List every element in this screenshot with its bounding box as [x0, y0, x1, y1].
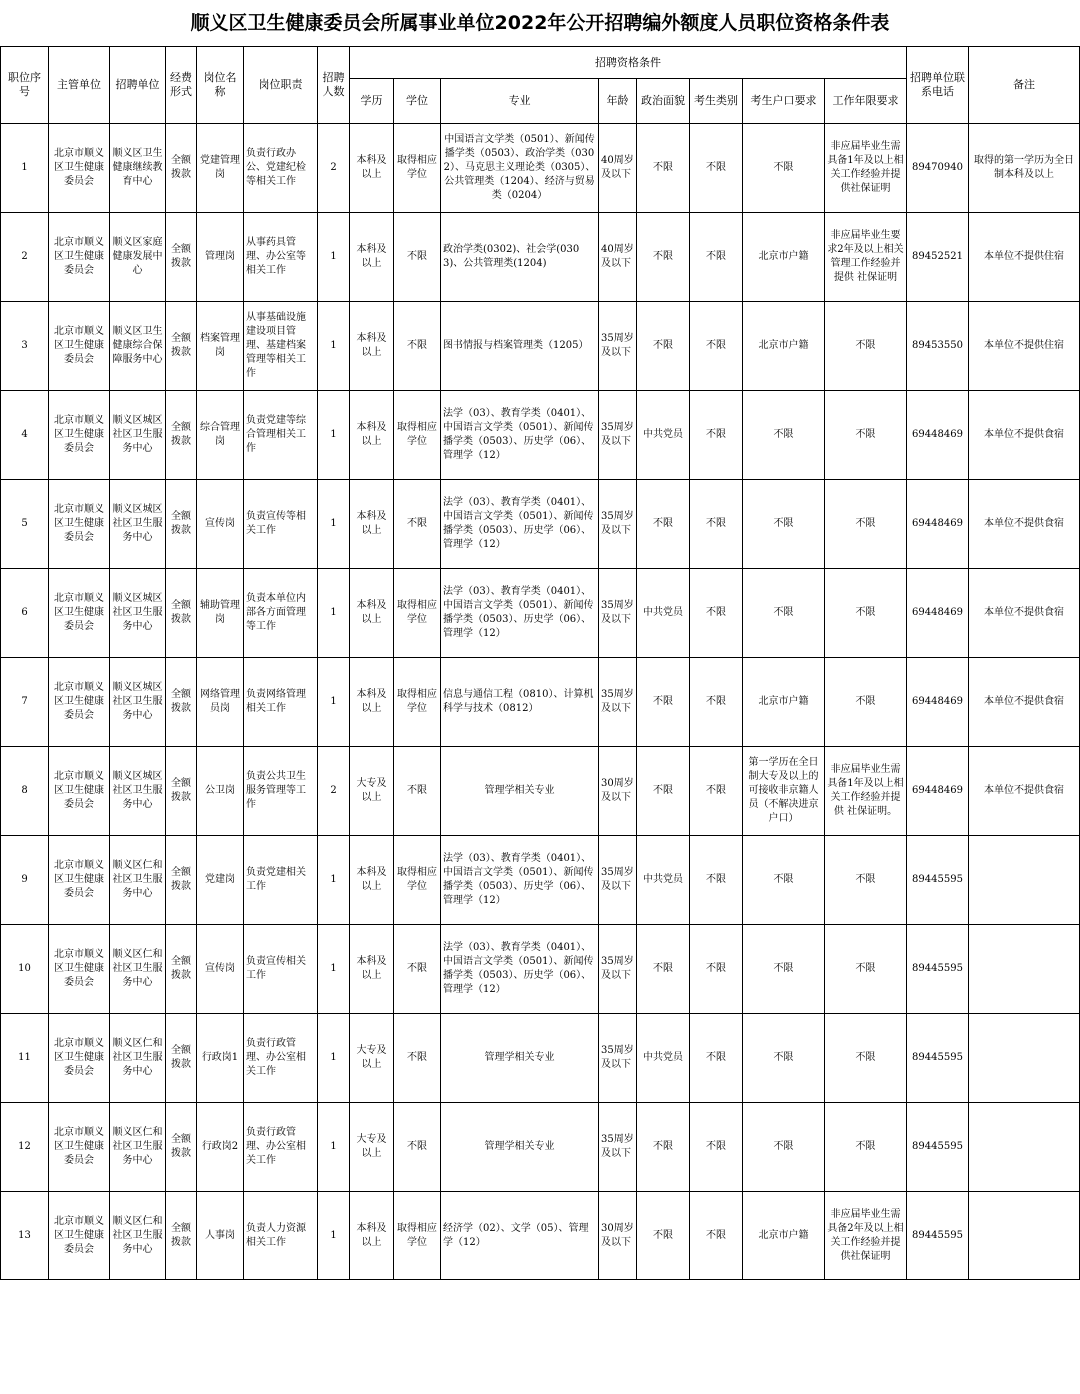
- cell-phone: 89453550: [907, 302, 969, 391]
- cell-experience: 非应届毕业生要求2年及以上相关管理工作经验并提供 社保证明: [825, 213, 907, 302]
- cell-major: 管理学相关专业: [441, 747, 599, 836]
- cell-seq: 4: [1, 391, 49, 480]
- col-header-duty: 岗位职责: [244, 47, 318, 124]
- cell-phone: 69448469: [907, 747, 969, 836]
- cell-education: 本科及以上: [350, 836, 394, 925]
- cell-age: 35周岁及以下: [599, 391, 637, 480]
- cell-candidate-type: 不限: [690, 836, 743, 925]
- cell-political: 不限: [637, 1192, 690, 1280]
- cell-age: 35周岁及以下: [599, 836, 637, 925]
- cell-experience: 不限: [825, 480, 907, 569]
- cell-count: 1: [318, 1192, 350, 1280]
- table-row: [1, 658, 1080, 747]
- cell-major: 管理学相关专业: [441, 1103, 599, 1192]
- cell-dept: 北京市顺义区卫生健康委员会: [49, 124, 110, 213]
- page-title: 顺义区卫生健康委员会所属事业单位2022年公开招聘编外额度人员职位资格条件表: [190, 12, 890, 34]
- cell-degree: 不限: [394, 1014, 441, 1103]
- cell-count: 2: [318, 124, 350, 213]
- cell-count: 1: [318, 836, 350, 925]
- cell-age: 35周岁及以下: [599, 1014, 637, 1103]
- cell-remark: 本单位不提供住宿: [969, 213, 1080, 302]
- cell-unit: 顺义区城区社区卫生服务中心: [110, 747, 166, 836]
- cell-hukou: 不限: [743, 925, 825, 1014]
- cell-unit: 顺义区城区社区卫生服务中心: [110, 480, 166, 569]
- cell-funding: 全额拨款: [166, 1014, 197, 1103]
- cell-remark: 本单位不提供食宿: [969, 480, 1080, 569]
- cell-seq: 3: [1, 302, 49, 391]
- cell-experience: 不限: [825, 1103, 907, 1192]
- cell-post: 宣传岗: [197, 480, 244, 569]
- col-header-conditions: 招聘资格条件: [350, 47, 907, 79]
- cell-duty: 负责行政办公、党建纪检等相关工作: [244, 124, 318, 213]
- cell-unit: 顺义区仁和社区卫生服务中心: [110, 1192, 166, 1280]
- cell-duty: 负责网络管理相关工作: [244, 658, 318, 747]
- cell-count: 1: [318, 569, 350, 658]
- cell-dept: 北京市顺义区卫生健康委员会: [49, 1103, 110, 1192]
- cell-major: 信息与通信工程（0810）、计算机科学与技术（0812）: [441, 658, 599, 747]
- cell-age: 30周岁及以下: [599, 1192, 637, 1280]
- cell-experience: 不限: [825, 569, 907, 658]
- cell-post: 人事岗: [197, 1192, 244, 1280]
- cell-phone: 89445595: [907, 836, 969, 925]
- cell-hukou: 北京市户籍: [743, 658, 825, 747]
- col-header-count: 招聘人数: [318, 47, 350, 124]
- cell-unit: 顺义区卫生健康综合保障服务中心: [110, 302, 166, 391]
- cell-dept: 北京市顺义区卫生健康委员会: [49, 836, 110, 925]
- col-header-unit: 招聘单位: [110, 47, 166, 124]
- cell-funding: 全额拨款: [166, 124, 197, 213]
- cell-major: 法学（03）、教育学类（0401）、中国语言文学类（0501）、新闻传播学类（0503）、历史学（06）、管理学（12）: [441, 925, 599, 1014]
- cell-post: 管理岗: [197, 213, 244, 302]
- cell-count: 1: [318, 925, 350, 1014]
- cell-funding: 全额拨款: [166, 1103, 197, 1192]
- cell-seq: 9: [1, 836, 49, 925]
- col-header-dept: 主管单位: [49, 47, 110, 124]
- cell-post: 党建岗: [197, 836, 244, 925]
- cell-seq: 1: [1, 124, 49, 213]
- cell-funding: 全额拨款: [166, 747, 197, 836]
- cell-duty: 负责宣传等相关工作: [244, 480, 318, 569]
- cell-political: 中共党员: [637, 836, 690, 925]
- cell-candidate-type: 不限: [690, 925, 743, 1014]
- cell-major: 图书情报与档案管理类（1205）: [441, 302, 599, 391]
- table-row: [1, 213, 1080, 302]
- table-row: [1, 925, 1080, 1014]
- table-row: [1, 124, 1080, 213]
- cell-count: 1: [318, 391, 350, 480]
- cell-candidate-type: 不限: [690, 302, 743, 391]
- cell-major: 法学（03）、教育学类（0401）、中国语言文学类（0501）、新闻传播学类（0503）、历史学（06）、管理学（12）: [441, 480, 599, 569]
- col-header-experience: 工作年限要求: [825, 79, 907, 124]
- cell-hukou: 不限: [743, 124, 825, 213]
- cell-unit: 顺义区城区社区卫生服务中心: [110, 658, 166, 747]
- cell-post: 辅助管理岗: [197, 569, 244, 658]
- table-row: [1, 747, 1080, 836]
- cell-remark: 本单位不提供食宿: [969, 569, 1080, 658]
- cell-education: 本科及以上: [350, 925, 394, 1014]
- col-header-seq: 职位序号: [1, 47, 49, 124]
- cell-major: 法学（03）、教育学类（0401）、中国语言文学类（0501）、新闻传播学类（0503）、历史学（06）、管理学（12）: [441, 569, 599, 658]
- cell-candidate-type: 不限: [690, 124, 743, 213]
- col-header-hukou: 考生户口要求: [743, 79, 825, 124]
- col-header-candidate-type: 考生类别: [690, 79, 743, 124]
- cell-funding: 全额拨款: [166, 480, 197, 569]
- cell-experience: 不限: [825, 1014, 907, 1103]
- table-row: [1, 569, 1080, 658]
- cell-education: 大专及以上: [350, 1103, 394, 1192]
- cell-remark: 本单位不提供食宿: [969, 747, 1080, 836]
- cell-post: 综合管理岗: [197, 391, 244, 480]
- cell-hukou: 北京市户籍: [743, 213, 825, 302]
- cell-age: 35周岁及以下: [599, 1103, 637, 1192]
- cell-education: 本科及以上: [350, 302, 394, 391]
- cell-seq: 12: [1, 1103, 49, 1192]
- cell-major: 政治学类(0302)、社会学(0303)、公共管理类(1204): [441, 213, 599, 302]
- cell-education: 本科及以上: [350, 213, 394, 302]
- cell-political: 中共党员: [637, 1014, 690, 1103]
- col-header-major: 专业: [441, 79, 599, 124]
- cell-candidate-type: 不限: [690, 569, 743, 658]
- cell-major: 管理学相关专业: [441, 1014, 599, 1103]
- cell-experience: 不限: [825, 658, 907, 747]
- cell-education: 本科及以上: [350, 124, 394, 213]
- cell-candidate-type: 不限: [690, 213, 743, 302]
- cell-dept: 北京市顺义区卫生健康委员会: [49, 747, 110, 836]
- cell-post: 公卫岗: [197, 747, 244, 836]
- cell-count: 1: [318, 1103, 350, 1192]
- cell-funding: 全额拨款: [166, 302, 197, 391]
- cell-political: 中共党员: [637, 391, 690, 480]
- cell-funding: 全额拨款: [166, 1192, 197, 1280]
- cell-phone: 89445595: [907, 1103, 969, 1192]
- cell-phone: 89445595: [907, 925, 969, 1014]
- cell-hukou: 北京市户籍: [743, 1192, 825, 1280]
- cell-education: 大专及以上: [350, 1014, 394, 1103]
- cell-experience: 不限: [825, 391, 907, 480]
- cell-candidate-type: 不限: [690, 480, 743, 569]
- table-row: [1, 391, 1080, 480]
- cell-remark: [969, 1103, 1080, 1192]
- cell-major: 中国语言文学类（0501）、新闻传播学类（0503）、政治学类（0302）、马克思主义理论类（0305）、公共管理类（1204）、经济与贸易类（0204）: [441, 124, 599, 213]
- cell-candidate-type: 不限: [690, 1192, 743, 1280]
- cell-hukou: 不限: [743, 836, 825, 925]
- cell-experience: 非应届毕业生需具备1年及以上相关工作经验并提供社保证明: [825, 124, 907, 213]
- cell-degree: 不限: [394, 213, 441, 302]
- cell-education: 本科及以上: [350, 1192, 394, 1280]
- table-row: [1, 480, 1080, 569]
- cell-seq: 2: [1, 213, 49, 302]
- cell-experience: 非应届毕业生需具备2年及以上相关工作经验并提供社保证明: [825, 1192, 907, 1280]
- cell-major: 法学（03）、教育学类（0401）、中国语言文学类（0501）、新闻传播学类（0503）、历史学（06）、管理学（12）: [441, 391, 599, 480]
- cell-seq: 8: [1, 747, 49, 836]
- cell-dept: 北京市顺义区卫生健康委员会: [49, 213, 110, 302]
- cell-political: 不限: [637, 925, 690, 1014]
- cell-political: 不限: [637, 480, 690, 569]
- cell-candidate-type: 不限: [690, 747, 743, 836]
- cell-duty: 负责行政管理、办公室相关工作: [244, 1103, 318, 1192]
- cell-hukou: 不限: [743, 1103, 825, 1192]
- cell-candidate-type: 不限: [690, 658, 743, 747]
- cell-political: 不限: [637, 747, 690, 836]
- cell-age: 35周岁及以下: [599, 925, 637, 1014]
- cell-funding: 全额拨款: [166, 213, 197, 302]
- cell-count: 2: [318, 747, 350, 836]
- cell-education: 本科及以上: [350, 658, 394, 747]
- cell-political: 不限: [637, 124, 690, 213]
- cell-phone: 69448469: [907, 391, 969, 480]
- cell-education: 大专及以上: [350, 747, 394, 836]
- cell-dept: 北京市顺义区卫生健康委员会: [49, 391, 110, 480]
- cell-seq: 7: [1, 658, 49, 747]
- cell-duty: 从事基础设施建设项目管理、基建档案管理等相关工作: [244, 302, 318, 391]
- cell-dept: 北京市顺义区卫生健康委员会: [49, 302, 110, 391]
- cell-phone: 89445595: [907, 1192, 969, 1280]
- cell-count: 1: [318, 302, 350, 391]
- cell-duty: 负责人力资源相关工作: [244, 1192, 318, 1280]
- cell-funding: 全额拨款: [166, 925, 197, 1014]
- cell-remark: 取得的第一学历为全日制本科及以上: [969, 124, 1080, 213]
- cell-remark: [969, 1014, 1080, 1103]
- cell-age: 40周岁及以下: [599, 213, 637, 302]
- cell-unit: 顺义区卫生健康继续教育中心: [110, 124, 166, 213]
- cell-post: 档案管理岗: [197, 302, 244, 391]
- cell-age: 35周岁及以下: [599, 658, 637, 747]
- cell-duty: 负责党建等综合管理相关工作: [244, 391, 318, 480]
- cell-political: 不限: [637, 302, 690, 391]
- cell-hukou: 不限: [743, 391, 825, 480]
- cell-phone: 89470940: [907, 124, 969, 213]
- cell-phone: 89445595: [907, 1014, 969, 1103]
- cell-degree: 取得相应学位: [394, 569, 441, 658]
- cell-count: 1: [318, 480, 350, 569]
- col-header-political: 政治面貌: [637, 79, 690, 124]
- cell-seq: 5: [1, 480, 49, 569]
- cell-candidate-type: 不限: [690, 1103, 743, 1192]
- cell-degree: 不限: [394, 480, 441, 569]
- cell-degree: 取得相应学位: [394, 658, 441, 747]
- cell-unit: 顺义区仁和社区卫生服务中心: [110, 1014, 166, 1103]
- cell-seq: 10: [1, 925, 49, 1014]
- table-row: [1, 1192, 1080, 1280]
- cell-remark: [969, 925, 1080, 1014]
- cell-funding: 全额拨款: [166, 391, 197, 480]
- cell-unit: 顺义区城区社区卫生服务中心: [110, 569, 166, 658]
- cell-political: 中共党员: [637, 569, 690, 658]
- cell-post: 行政岗2: [197, 1103, 244, 1192]
- cell-remark: [969, 1192, 1080, 1280]
- cell-political: 不限: [637, 213, 690, 302]
- cell-duty: 从事药具管理、办公室等相关工作: [244, 213, 318, 302]
- cell-experience: 不限: [825, 836, 907, 925]
- cell-education: 本科及以上: [350, 480, 394, 569]
- cell-seq: 11: [1, 1014, 49, 1103]
- cell-dept: 北京市顺义区卫生健康委员会: [49, 925, 110, 1014]
- cell-degree: 取得相应学位: [394, 124, 441, 213]
- cell-remark: 本单位不提供食宿: [969, 391, 1080, 480]
- col-header-degree: 学位: [394, 79, 441, 124]
- cell-count: 1: [318, 1014, 350, 1103]
- cell-major: 经济学（02）、文学（05）、管理学（12）: [441, 1192, 599, 1280]
- cell-hukou: 不限: [743, 569, 825, 658]
- cell-unit: 顺义区仁和社区卫生服务中心: [110, 925, 166, 1014]
- cell-political: 不限: [637, 658, 690, 747]
- cell-phone: 69448469: [907, 658, 969, 747]
- cell-age: 40周岁及以下: [599, 124, 637, 213]
- cell-remark: 本单位不提供住宿: [969, 302, 1080, 391]
- cell-hukou: 不限: [743, 1014, 825, 1103]
- cell-post: 网络管理员岗: [197, 658, 244, 747]
- cell-remark: [969, 836, 1080, 925]
- cell-phone: 89452521: [907, 213, 969, 302]
- table-row: [1, 1103, 1080, 1192]
- cell-degree: 不限: [394, 302, 441, 391]
- cell-duty: 负责党建相关工作: [244, 836, 318, 925]
- cell-duty: 负责行政管理、办公室相关工作: [244, 1014, 318, 1103]
- cell-degree: 不限: [394, 925, 441, 1014]
- cell-degree: 取得相应学位: [394, 836, 441, 925]
- cell-unit: 顺义区家庭健康发展中心: [110, 213, 166, 302]
- cell-dept: 北京市顺义区卫生健康委员会: [49, 658, 110, 747]
- cell-dept: 北京市顺义区卫生健康委员会: [49, 480, 110, 569]
- cell-degree: 不限: [394, 1103, 441, 1192]
- col-header-age: 年龄: [599, 79, 637, 124]
- cell-education: 本科及以上: [350, 569, 394, 658]
- cell-experience: 不限: [825, 302, 907, 391]
- cell-candidate-type: 不限: [690, 391, 743, 480]
- cell-unit: 顺义区城区社区卫生服务中心: [110, 391, 166, 480]
- cell-seq: 13: [1, 1192, 49, 1280]
- cell-candidate-type: 不限: [690, 1014, 743, 1103]
- cell-phone: 69448469: [907, 569, 969, 658]
- cell-education: 本科及以上: [350, 391, 394, 480]
- cell-degree: 取得相应学位: [394, 1192, 441, 1280]
- cell-dept: 北京市顺义区卫生健康委员会: [49, 569, 110, 658]
- cell-phone: 69448469: [907, 480, 969, 569]
- cell-duty: 负责公共卫生服务管理等工作: [244, 747, 318, 836]
- cell-degree: 取得相应学位: [394, 391, 441, 480]
- cell-duty: 负责宣传相关工作: [244, 925, 318, 1014]
- cell-major: 法学（03）、教育学类（0401）、中国语言文学类（0501）、新闻传播学类（0503）、历史学（06）、管理学（12）: [441, 836, 599, 925]
- cell-degree: 不限: [394, 747, 441, 836]
- cell-post: 宣传岗: [197, 925, 244, 1014]
- cell-funding: 全额拨款: [166, 658, 197, 747]
- col-header-remark: 备注: [969, 47, 1080, 124]
- cell-dept: 北京市顺义区卫生健康委员会: [49, 1014, 110, 1103]
- cell-age: 35周岁及以下: [599, 569, 637, 658]
- cell-dept: 北京市顺义区卫生健康委员会: [49, 1192, 110, 1280]
- cell-funding: 全额拨款: [166, 569, 197, 658]
- cell-unit: 顺义区仁和社区卫生服务中心: [110, 836, 166, 925]
- col-header-post-name: 岗位名称: [197, 47, 244, 124]
- cell-unit: 顺义区仁和社区卫生服务中心: [110, 1103, 166, 1192]
- cell-age: 35周岁及以下: [599, 480, 637, 569]
- table-row: [1, 1014, 1080, 1103]
- cell-experience: 不限: [825, 925, 907, 1014]
- cell-hukou: 北京市户籍: [743, 302, 825, 391]
- table-row: [1, 302, 1080, 391]
- cell-post: 党建管理岗: [197, 124, 244, 213]
- cell-seq: 6: [1, 569, 49, 658]
- positions-table: [0, 46, 1080, 1280]
- cell-count: 1: [318, 658, 350, 747]
- col-header-funding: 经费形式: [166, 47, 197, 124]
- cell-political: 不限: [637, 1103, 690, 1192]
- cell-hukou: 第一学历在全日制大专及以上的可接收非京籍人员（不解决进京户口）: [743, 747, 825, 836]
- cell-experience: 非应届毕业生需具备1年及以上相关工作经验并提供 社保证明。: [825, 747, 907, 836]
- cell-remark: 本单位不提供食宿: [969, 658, 1080, 747]
- col-header-phone: 招聘单位联系电话: [907, 47, 969, 124]
- cell-post: 行政岗1: [197, 1014, 244, 1103]
- header-row: [1, 47, 1080, 79]
- cell-age: 35周岁及以下: [599, 302, 637, 391]
- cell-funding: 全额拨款: [166, 836, 197, 925]
- cell-age: 30周岁及以下: [599, 747, 637, 836]
- cell-duty: 负责本单位内部各方面管理等工作: [244, 569, 318, 658]
- table-row: [1, 836, 1080, 925]
- cell-hukou: 不限: [743, 480, 825, 569]
- col-header-education: 学历: [350, 79, 394, 124]
- cell-count: 1: [318, 213, 350, 302]
